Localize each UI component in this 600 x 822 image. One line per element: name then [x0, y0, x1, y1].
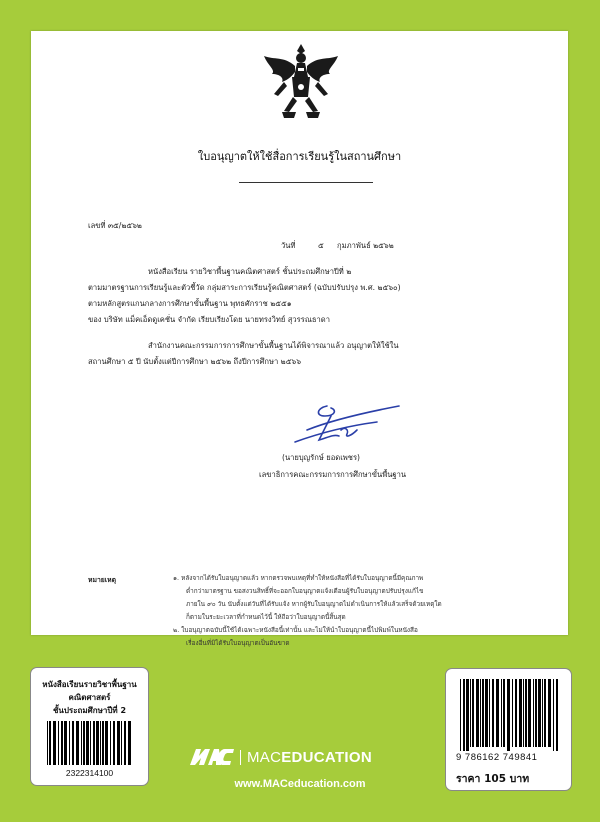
book-code: 2322314100: [65, 768, 114, 778]
book-series: หนังสือเรียนรายวิชาพื้นฐาน: [42, 680, 137, 689]
note-line: เรื่องอื่นที่มิได้รับใบอนุญาตเป็นอันขาด: [186, 639, 290, 647]
price-label: ราคา 105 บาท: [456, 773, 530, 785]
website-link[interactable]: www.MACeducation.com: [234, 778, 366, 790]
approval-line: สำนักงานคณะกรรมการการศึกษาขั้นพื้นฐานได้พิจารณาแล้ว อนุญาตให้ใช้ใน: [148, 341, 399, 350]
body-line: ของ บริษัท แม็คเอ็ดดูเคชั่น จำกัด เรียบเรียงโดย นายทรงวิทย์ สุวรรณธาดา: [88, 315, 330, 324]
brand-name-light: MAC: [247, 748, 282, 766]
isbn-sticker: [445, 668, 572, 791]
note-line: ก็ตามในระยะเวลาที่กำหนดไว้นี้ ให้ถือว่าใบอนุญาตนี้สิ้นสุด: [186, 613, 346, 621]
signer-title: เลขาธิการคณะกรรมการการศึกษาขั้นพื้นฐาน: [259, 470, 407, 479]
book-label-sticker: [30, 667, 149, 786]
note-line: ต่ำกว่ามาตรฐาน ขอสงวนสิทธิ์ที่จะออกใบอนุญาตแจ้งเตือนผู้รับใบอนุญาตปรับปรุงแก้ไข: [186, 587, 424, 595]
small-barcode-icon: [47, 721, 133, 765]
brand-separator: [240, 750, 241, 765]
body-line: หนังสือเรียน รายวิชาพื้นฐานคณิตศาสตร์ ชั้นประถมศึกษาปีที่ ๒: [148, 267, 352, 276]
isbn-number: 9 786162 749841: [456, 752, 538, 763]
approval-line: สถานศึกษา ๕ ปี นับตั้งแต่ปีการศึกษา ๒๕๖๒ ถึงปีการศึกษา ๒๕๖๖: [88, 357, 302, 366]
note-line: ๒. ใบอนุญาตฉบับนี้ใช้ได้เฉพาะหนังสือนี้เท่านั้น และไม่ให้นำใบอนุญาตนี้ไปพิมพ์ในหนังสือ: [173, 626, 418, 634]
title-divider: [239, 182, 373, 183]
book-grade: ชั้นประถมศึกษาปีที่ 2: [52, 706, 127, 715]
note-line: ๑. หลังจากได้รับใบอนุญาตแล้ว หากตรวจพบเหตุที่ทำให้หนังสือที่ได้รับใบอนุญาตนี้มีคุณภาพ: [173, 574, 424, 582]
license-document: [31, 31, 568, 647]
notes-label: หมายเหตุ: [88, 576, 116, 584]
document-number: เลขที่ ๓๕/๒๕๖๒: [88, 221, 142, 230]
signature-icon: [287, 400, 407, 448]
body-line: ตามหลักสูตรแกนกลางการศึกษาขั้นพื้นฐาน พุทธศักราช ๒๕๕๑: [88, 299, 292, 308]
brand-name: [247, 749, 372, 766]
document-title: ใบอนุญาตให้ใช้สื่อการเรียนรู้ในสถานศึกษา: [197, 150, 402, 163]
mac-logo-icon: [190, 749, 234, 765]
brand-logo: [190, 748, 372, 766]
brand-name-bold: EDUCATION: [281, 748, 372, 766]
body-line: ตามมาตรฐานการเรียนรู้และตัวชี้วัด กลุ่มสาระการเรียนรู้คณิตศาสตร์ (ฉบับปรับปรุง พ.ศ. ๒๕๖๐): [88, 283, 401, 292]
book-subject: คณิตศาสตร์: [68, 693, 111, 702]
date-label: วันที่: [281, 241, 296, 250]
isbn-barcode-icon: [460, 679, 558, 751]
garuda-emblem-icon: [262, 42, 340, 124]
signer-name: (นายบุญรักษ์ ยอดเพชร): [282, 453, 360, 462]
date-month-year: กุมภาพันธ์ ๒๕๖๒: [337, 241, 394, 250]
date-day: ๕: [318, 241, 324, 250]
note-line: ภายใน ๙๐ วัน นับตั้งแต่วันที่ได้รับแจ้ง หากผู้รับใบอนุญาตไม่ดำเนินการให้แล้วเสร็จด้วยเหตุใด: [186, 600, 442, 608]
